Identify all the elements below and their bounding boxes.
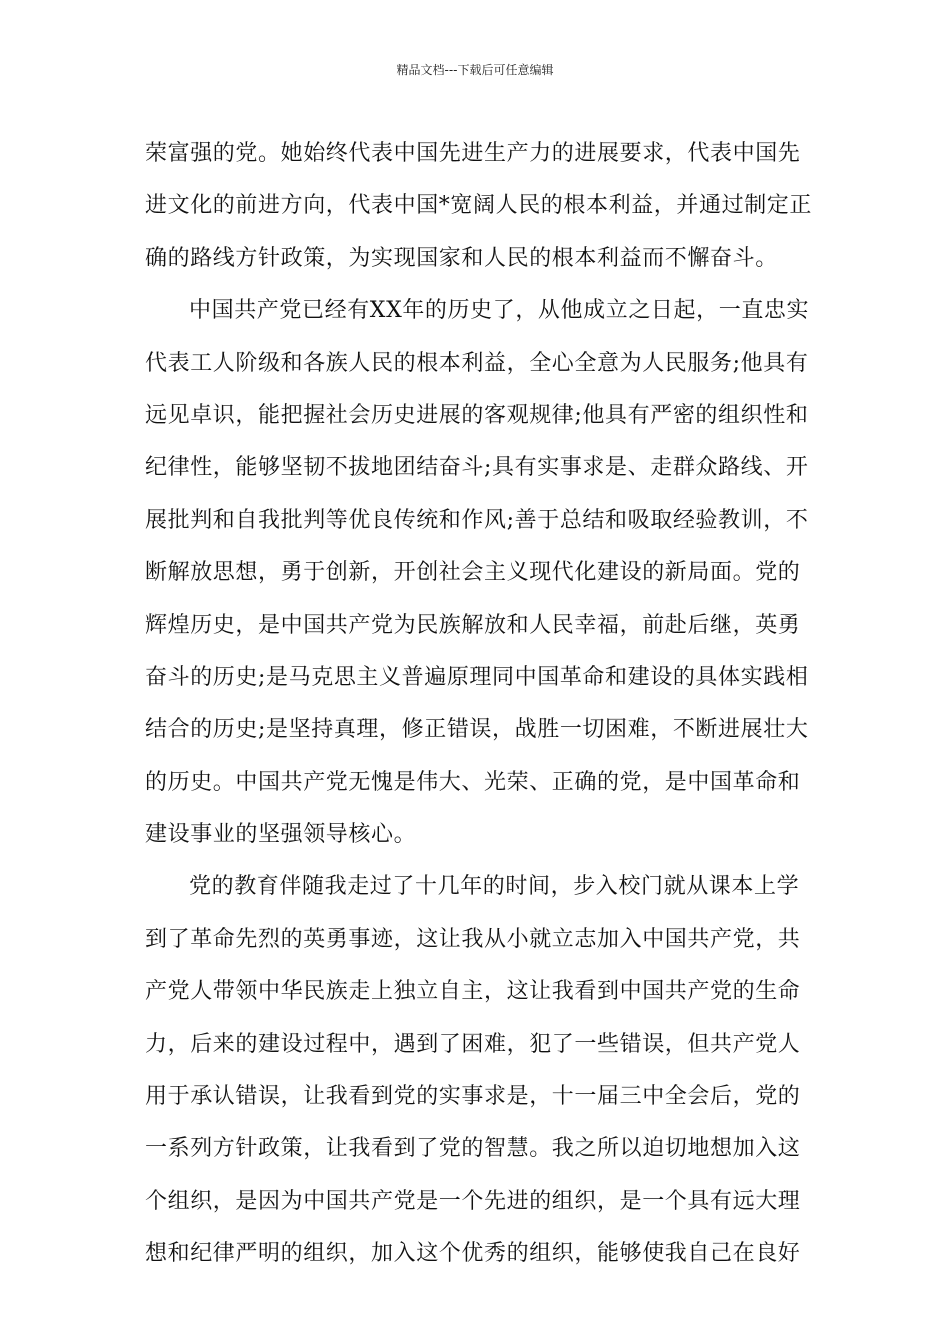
text-line: 代表工人阶级和各族人民的根本利益，全心全意为人民服务;他具有 — [145, 350, 809, 376]
text-line: 一系列方针政策，让我看到了党的智慧。我之所以迫切地想加入这 — [145, 1136, 801, 1162]
text-line: 产党人带领中华民族走上独立自主，这让我看到中国共产党的生命 — [145, 979, 801, 1005]
text-line: 想和纪律严明的组织，加入这个优秀的组织，能够使我自己在良好 — [145, 1241, 801, 1267]
page-header: 精品文档---下载后可任意编辑 — [396, 63, 554, 77]
text-line: 党的教育伴随我走过了十几年的时间，步入校门就从课本上学 — [189, 874, 800, 900]
text-line: 个组织，是因为中国共产党是一个先进的组织，是一个具有远大理 — [145, 1188, 801, 1214]
text-line: 辉煌历史，是中国共产党为民族解放和人民幸福，前赴后继，英勇 — [145, 612, 801, 638]
text-line: 奋斗的历史;是马克思主义普遍原理同中国革命和建设的具体实践相 — [145, 664, 809, 690]
text-line: 的历史。中国共产党无愧是伟大、光荣、正确的党，是中国革命和 — [145, 769, 801, 795]
paragraph — [145, 285, 809, 861]
text-line: 展批判和自我批判等优良传统和作风;善于总结和吸取经验教训，不 — [145, 507, 809, 533]
text-line: 用于承认错误，让我看到党的实事求是，十一届三中全会后，党的 — [145, 1084, 801, 1110]
text-line: 力，后来的建设过程中，遇到了困难，犯了一些错误，但共产党人 — [145, 1031, 801, 1057]
text-line: 中国共产党已经有XX年的历史了，从他成立之日起，一直忠实 — [189, 298, 810, 324]
document-body — [145, 128, 813, 1281]
text-line: 远见卓识，能把握社会历史进展的客观规律;他具有严密的组织性和 — [145, 402, 809, 428]
text-line: 进文化的前进方向，代表中国*宽阔人民的根本利益，并通过制定正 — [145, 193, 813, 219]
text-line: 纪律性，能够坚韧不拔地团结奋斗;具有实事求是、走群众路线、开 — [145, 455, 809, 481]
text-line: 建设事业的坚强领导核心。 — [145, 822, 417, 848]
text-line: 断解放思想，勇于创新，开创社会主义现代化建设的新局面。党的 — [145, 560, 801, 586]
text-line: 结合的历史;是坚持真理，修正错误，战胜一切困难，不断进展壮大 — [145, 717, 809, 743]
paragraph — [145, 128, 813, 285]
text-line: 确的路线方针政策，为实现国家和人民的根本利益而不懈奋斗。 — [145, 245, 778, 271]
text-line: 荣富强的党。她始终代表中国先进生产力的进展要求，代表中国先 — [145, 141, 801, 166]
paragraph — [145, 861, 809, 1280]
text-line: 到了革命先烈的英勇事迹，这让我从小就立志加入中国共产党，共 — [145, 926, 801, 952]
